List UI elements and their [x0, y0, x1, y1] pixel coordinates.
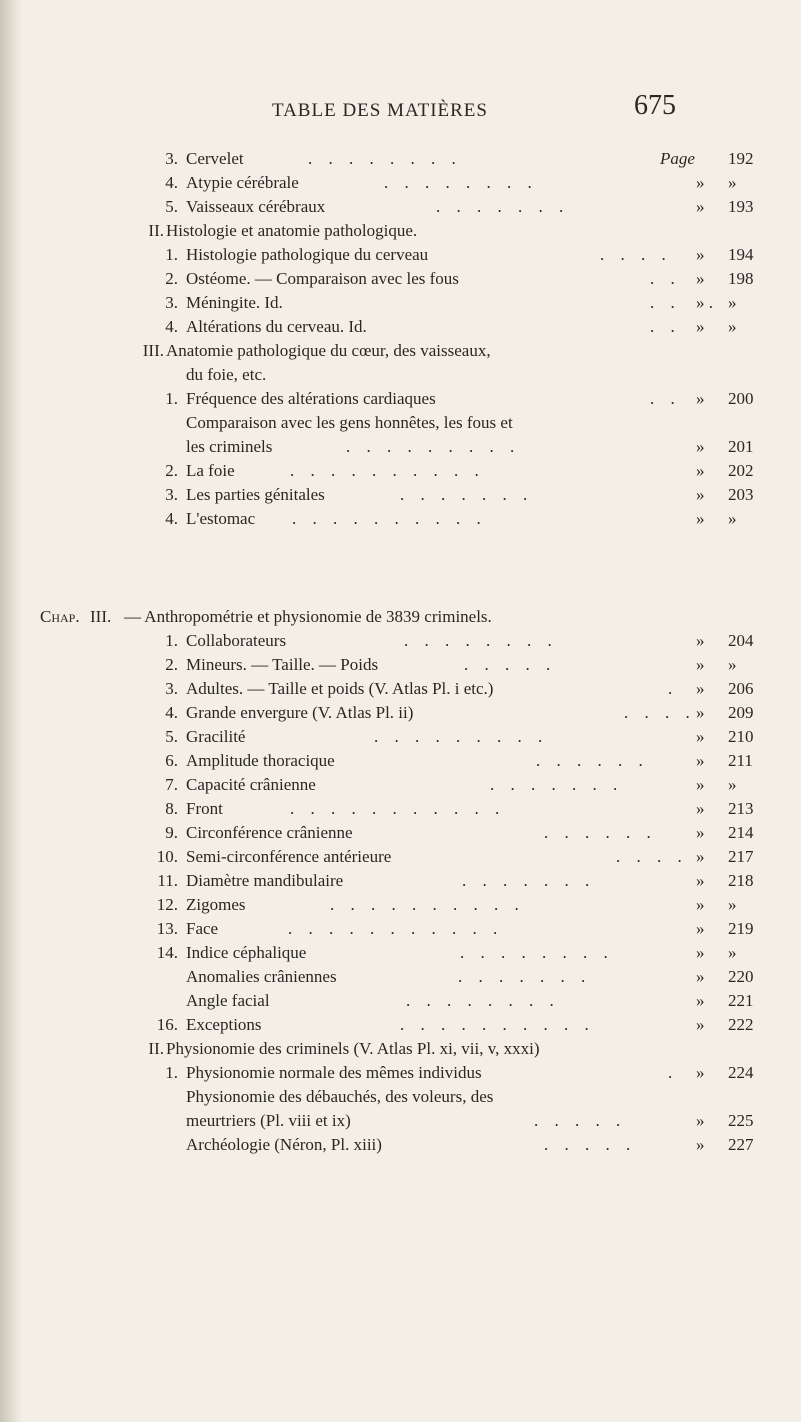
toc-entry: [0, 1109, 801, 1133]
entry-title: Exceptions: [186, 1015, 262, 1034]
page-ref: 224: [728, 1063, 754, 1082]
page-ref: 193: [728, 197, 754, 216]
entry-title: Anomalies crâniennes: [186, 967, 337, 986]
page-ditto: »: [696, 485, 705, 504]
page-ref: »: [728, 317, 737, 336]
entry-title: Circonférence crânienne: [186, 823, 353, 842]
dot-leader: . . . . . . . . .: [374, 727, 549, 746]
dot-leader: . . . .: [600, 245, 672, 264]
page-ref: »: [728, 509, 737, 528]
dot-leader: . . . . . . . .: [460, 943, 614, 962]
dot-leader: . . . . . . . . . .: [330, 895, 525, 914]
page-ref: »: [728, 943, 737, 962]
toc-entry: [0, 219, 801, 243]
page-ditto: »: [696, 823, 705, 842]
dot-leader: . . . . . . . .: [404, 631, 558, 650]
page-ditto: »: [696, 727, 705, 746]
entry-number: 13.: [156, 919, 178, 938]
page-ditto: »: [696, 173, 705, 192]
entry-title: Méningite. Id.: [186, 293, 283, 312]
entry-number: 5.: [165, 197, 178, 216]
entry-title: Physionomie des débauchés, des voleurs, des: [186, 1087, 494, 1106]
page-ditto: »: [696, 317, 705, 336]
entry-title: L'estomac: [186, 509, 256, 528]
entry-number: 2.: [165, 269, 178, 288]
entry-title: Face: [186, 919, 219, 938]
dot-leader: . . . . . . .: [436, 197, 570, 216]
entry-number: II.: [148, 221, 164, 240]
toc-entry: [0, 677, 801, 701]
toc-entry: [0, 725, 801, 749]
page-ref: 214: [728, 823, 754, 842]
entry-title: Comparaison avec les gens honnêtes, les fous et: [186, 413, 513, 432]
toc-entry: [0, 1013, 801, 1037]
page-ditto: »: [696, 895, 705, 914]
dot-leader: . . . . .: [464, 655, 557, 674]
entry-number: 1.: [165, 245, 178, 264]
toc-entry: [0, 749, 801, 773]
toc-entry: [0, 653, 801, 677]
entry-number: 10.: [156, 847, 178, 866]
entry-number: 6.: [165, 751, 178, 770]
entry-title: Diamètre mandibulaire: [186, 871, 344, 890]
toc-entry: [0, 845, 801, 869]
toc-entry: [0, 363, 801, 387]
entry-title: Front: [186, 799, 223, 818]
dot-leader: . . . .: [624, 703, 696, 722]
toc-entry: [0, 629, 801, 653]
entry-title: Amplitude thoracique: [186, 751, 335, 770]
dot-leader: . . . . . . . .: [384, 173, 538, 192]
toc-entry: [0, 387, 801, 411]
page-ref: 219: [728, 919, 754, 938]
page-ref: 225: [728, 1111, 754, 1130]
page-ditto: »: [696, 245, 705, 264]
dot-leader: .: [668, 679, 679, 698]
page-ref: »: [728, 173, 737, 192]
page-ref: »: [728, 293, 737, 312]
entry-number: 7.: [165, 775, 178, 794]
dot-leader: . .: [650, 317, 681, 336]
toc-entry: [0, 147, 801, 171]
dot-leader: . . . . . . . . . . .: [288, 919, 504, 938]
page-ref: 192: [728, 149, 754, 168]
toc-entry: [0, 483, 801, 507]
entry-title: Physionomie normale des mêmes individus: [186, 1063, 482, 1082]
entry-number: 1.: [165, 389, 178, 408]
entry-title: Capacité crânienne: [186, 775, 316, 794]
dot-leader: .: [668, 1063, 679, 1082]
dot-leader: . . . .: [616, 847, 688, 866]
entry-title: Anatomie pathologique du cœur, des vaisseaux,: [166, 341, 491, 360]
toc-entry: [0, 171, 801, 195]
entry-title: Les parties génitales: [186, 485, 325, 504]
page-ditto: »: [696, 197, 705, 216]
toc-entry: [0, 315, 801, 339]
toc-entry: [0, 821, 801, 845]
page-ditto: » .: [696, 293, 713, 312]
page-header: [0, 90, 801, 130]
entry-number: III.: [142, 341, 164, 360]
page-ditto: »: [696, 943, 705, 962]
entry-title: Zigomes: [186, 895, 246, 914]
page-ditto: »: [696, 751, 705, 770]
entry-title: La foie: [186, 461, 235, 480]
toc-entry: [0, 195, 801, 219]
page-ref: 217: [728, 847, 754, 866]
dot-leader: . . . . . .: [536, 751, 649, 770]
entry-number: 2.: [165, 461, 178, 480]
toc-entry: [0, 893, 801, 917]
dot-leader: . . . . . . .: [458, 967, 592, 986]
page-ref: 220: [728, 967, 754, 986]
page-ref: 218: [728, 871, 754, 890]
page-ref: 211: [728, 751, 753, 770]
entry-title: Vaisseaux cérébraux: [186, 197, 326, 216]
dot-leader: . . . . .: [534, 1111, 627, 1130]
dot-leader: . .: [650, 293, 681, 312]
entry-title: Semi-circonférence antérieure: [186, 847, 392, 866]
toc-entry: [0, 411, 801, 435]
entry-title: Indice céphalique: [186, 943, 307, 962]
toc-entry: [0, 339, 801, 363]
toc-entry: [0, 941, 801, 965]
entry-number: 16.: [156, 1015, 178, 1034]
page-ref: 210: [728, 727, 754, 746]
page-ditto: »: [696, 509, 705, 528]
entry-number: 4.: [165, 703, 178, 722]
page-ditto: »: [696, 1135, 705, 1154]
entry-number: 11.: [157, 871, 178, 890]
toc-entry: [0, 917, 801, 941]
entry-number: 3.: [165, 149, 178, 168]
page-ditto: Page: [660, 149, 695, 168]
entry-title: Physionomie des criminels (V. Atlas Pl. xi, vii, v, xxxi): [166, 1039, 540, 1058]
page-ditto: »: [696, 437, 705, 456]
dot-leader: . .: [650, 269, 681, 288]
toc-entry: [0, 869, 801, 893]
page-ditto: »: [696, 269, 705, 288]
toc-entry: [0, 797, 801, 821]
page-ditto: »: [696, 919, 705, 938]
page-ref: 194: [728, 245, 754, 264]
chapter-heading: [0, 605, 801, 629]
page-ditto: »: [696, 679, 705, 698]
entry-number: 4.: [165, 509, 178, 528]
page-ditto: »: [696, 799, 705, 818]
toc-entry: [0, 1085, 801, 1109]
page-ref: 206: [728, 679, 754, 698]
chapter-number: III.: [90, 607, 112, 626]
dot-leader: . . . . . .: [544, 823, 657, 842]
page-ditto: »: [696, 389, 705, 408]
entry-number: 5.: [165, 727, 178, 746]
toc-entry: [0, 701, 801, 725]
toc-entry: [0, 291, 801, 315]
page-ref: 213: [728, 799, 754, 818]
entry-title: meurtriers (Pl. viii et ix): [186, 1111, 351, 1130]
page-ref: 202: [728, 461, 754, 480]
page-ditto: »: [696, 1111, 705, 1130]
dot-leader: . . . . . . .: [462, 871, 596, 890]
page-ditto: »: [696, 703, 705, 722]
page-ref: »: [728, 775, 737, 794]
page-ref: 222: [728, 1015, 754, 1034]
page-ditto: »: [696, 967, 705, 986]
toc-entry: [0, 989, 801, 1013]
dot-leader: . . . . . . . . .: [346, 437, 521, 456]
page-ditto: »: [696, 631, 705, 650]
page-ref: 204: [728, 631, 754, 650]
entry-title: Mineurs. — Taille. — Poids: [186, 655, 379, 674]
page-ditto: »: [696, 1015, 705, 1034]
entry-title: Adultes. — Taille et poids (V. Atlas Pl. i etc.): [186, 679, 494, 698]
entry-number: 1.: [165, 1063, 178, 1082]
entry-number: 1.: [165, 631, 178, 650]
toc-entry: [0, 773, 801, 797]
toc-entry: [0, 1133, 801, 1157]
running-title: TABLE DES MATIÈRES: [272, 100, 488, 121]
chapter-title: — Anthropométrie et physionomie de 3839 criminels.: [124, 607, 492, 626]
entry-number: 14.: [156, 943, 178, 962]
page-ditto: »: [696, 655, 705, 674]
page-ref: »: [728, 655, 737, 674]
page-ref: 209: [728, 703, 754, 722]
page-ditto: »: [696, 775, 705, 794]
page-ref: 227: [728, 1135, 754, 1154]
page-ref: 221: [728, 991, 754, 1010]
dot-leader: . . . . . . . . . .: [292, 509, 487, 528]
dot-leader: . . . . . . . .: [406, 991, 560, 1010]
toc-entry: [0, 507, 801, 531]
page-ditto: »: [696, 847, 705, 866]
entry-title: Grande envergure (V. Atlas Pl. ii): [186, 703, 414, 722]
dot-leader: . .: [650, 389, 681, 408]
toc-entry: [0, 965, 801, 989]
entry-title: Atypie cérébrale: [186, 173, 299, 192]
dot-leader: . . . . . . .: [400, 485, 534, 504]
page-ref: 203: [728, 485, 754, 504]
entry-title: Histologie pathologique du cerveau: [186, 245, 429, 264]
entry-number: 4.: [165, 317, 178, 336]
entry-title: les criminels: [186, 437, 273, 456]
entry-title: Altérations du cerveau. Id.: [186, 317, 367, 336]
entry-title: Gracilité: [186, 727, 246, 746]
toc-entry: [0, 243, 801, 267]
page-ref: 200: [728, 389, 754, 408]
dot-leader: . . . . . . . . . .: [290, 461, 485, 480]
entry-title: Angle facial: [186, 991, 270, 1010]
entry-number: 12.: [156, 895, 178, 914]
entry-number: 4.: [165, 173, 178, 192]
page-ref: »: [728, 895, 737, 914]
entry-number: 9.: [165, 823, 178, 842]
page-number: 675: [634, 90, 676, 121]
toc-entry: [0, 435, 801, 459]
page-ditto: »: [696, 461, 705, 480]
entry-number: 8.: [165, 799, 178, 818]
page-ditto: »: [696, 991, 705, 1010]
page-ditto: »: [696, 1063, 705, 1082]
entry-title: Archéologie (Néron, Pl. xiii): [186, 1135, 382, 1154]
toc-entry: [0, 1037, 801, 1061]
entry-title: Collaborateurs: [186, 631, 287, 650]
entry-number: 3.: [165, 293, 178, 312]
entry-title: du foie, etc.: [186, 365, 267, 384]
entry-title: Ostéome. — Comparaison avec les fous: [186, 269, 459, 288]
entry-title: Fréquence des altérations cardiaques: [186, 389, 436, 408]
dot-leader: . . . . . . . .: [308, 149, 462, 168]
chapter-label: Chap.: [40, 607, 80, 626]
entry-number: 3.: [165, 679, 178, 698]
dot-leader: . . . . . . .: [490, 775, 624, 794]
page-ditto: »: [696, 871, 705, 890]
dot-leader: . . . . .: [544, 1135, 637, 1154]
toc-entry: [0, 459, 801, 483]
page-ref: 201: [728, 437, 754, 456]
dot-leader: . . . . . . . . . . .: [290, 799, 506, 818]
toc-entry: [0, 1061, 801, 1085]
entry-number: 3.: [165, 485, 178, 504]
dot-leader: . . . . . . . . . .: [400, 1015, 595, 1034]
entry-number: 2.: [165, 655, 178, 674]
page-ref: 198: [728, 269, 754, 288]
toc-entry: [0, 267, 801, 291]
entry-title: Cervelet: [186, 149, 244, 168]
entry-number: II.: [148, 1039, 164, 1058]
entry-title: Histologie et anatomie pathologique.: [166, 221, 418, 240]
